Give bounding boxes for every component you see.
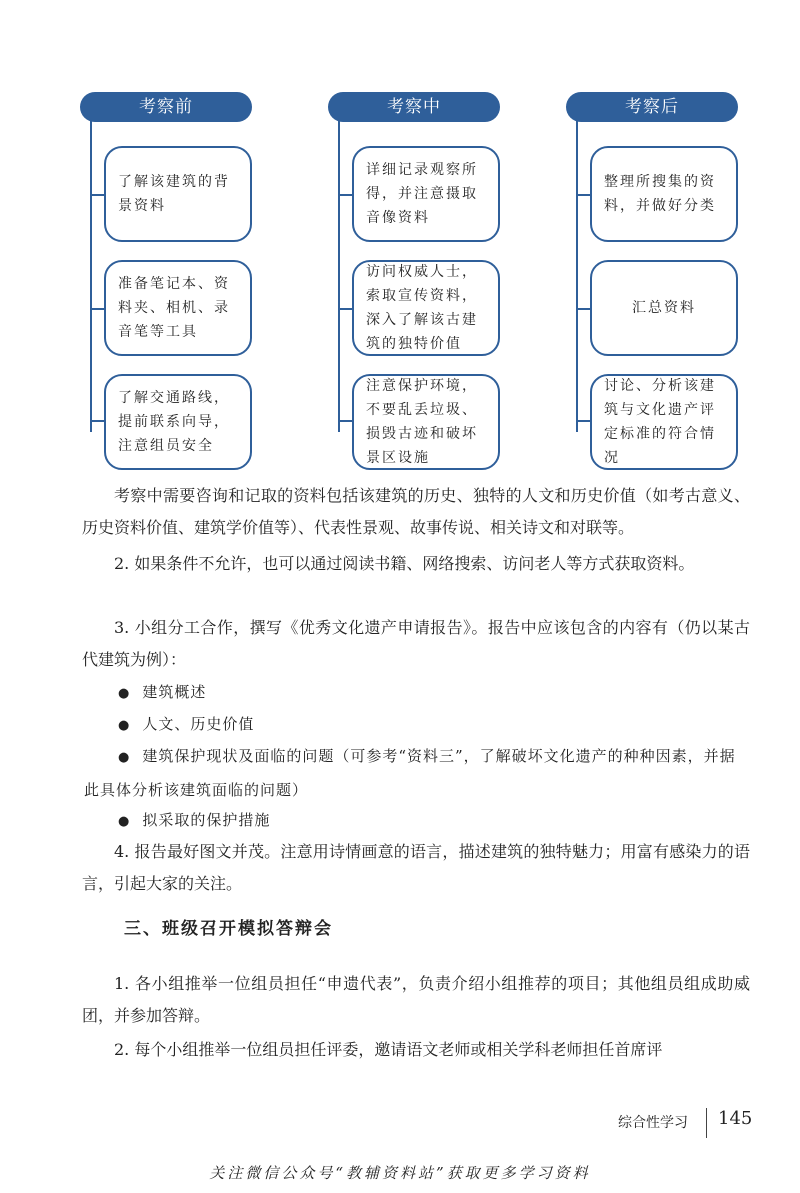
flow-step-text: 访问权威人士，索取宣传资料，深入了解该古建筑的独特价值	[366, 264, 478, 352]
paragraph: 1. 各小组推举一位组员担任“申遗代表”，负责介绍小组推荐的项目；其他组员组成助威团，并参加答辩。	[82, 974, 750, 1025]
flow-step-box	[590, 146, 738, 242]
flow-connector	[90, 120, 92, 432]
paragraph: 4. 报告最好图文并茂。注意用诗情画意的语言，描述建筑的独特魅力；用富有感染力的语言，引起大家的关注。	[82, 842, 750, 893]
flow-connector	[338, 194, 352, 196]
flow-connector	[576, 194, 590, 196]
flow-step-box	[352, 146, 500, 242]
flow-connector	[338, 420, 352, 422]
flow-connector	[90, 308, 104, 310]
footer-section-label: 综合性学习	[618, 1115, 688, 1131]
flow-connector	[338, 120, 340, 432]
watermark-text: 关注微信公众号“教辅资料站”获取更多学习资料	[209, 1164, 591, 1182]
flow-connector	[576, 308, 590, 310]
flow-step-text: 注意保护环境，不要乱丢垃圾、损毁古迹和破坏景区设施	[366, 378, 478, 466]
flow-step-text: 了解交通路线，提前联系向导，注意组员安全	[118, 390, 230, 454]
flow-connector	[90, 420, 104, 422]
bullet-item: ● 建筑概述	[118, 676, 750, 710]
section-heading: 三、班级召开模拟答辩会	[124, 919, 333, 939]
bullet-item: ● 人文、历史价值	[118, 708, 750, 742]
flow-connector	[90, 194, 104, 196]
flow-step-box	[104, 146, 252, 242]
paragraph: 2. 如果条件不允许，也可以通过阅读书籍、网络搜索、访问老人等方式获取资料。	[114, 554, 695, 573]
flow-step-text: 汇总资料	[632, 300, 696, 316]
flow-step-box	[104, 260, 252, 356]
flow-title-during: 考察中	[328, 92, 500, 122]
flow-connector	[576, 120, 578, 432]
flow-title-after: 考察后	[566, 92, 738, 122]
flow-step-text: 准备笔记本、资料夹、相机、录音笔等工具	[118, 276, 230, 340]
flow-connector	[338, 308, 352, 310]
flow-step-text: 整理所搜集的资料，并做好分类	[604, 174, 716, 214]
page-number: 145	[718, 1108, 753, 1129]
flow-step-box	[352, 260, 500, 356]
paragraph: 考察中需要咨询和记取的资料包括该建筑的历史、独特的人文和历史价值（如考古意义、历史资料价值、建筑学价值等）、代表性景观、故事传说、相关诗文和对联等。	[82, 486, 750, 537]
flow-step-text: 了解该建筑的背景资料	[118, 174, 230, 214]
flow-step-text: 讨论、分析该建筑与文化遗产评定标准的符合情况	[604, 378, 716, 466]
flow-step-box	[352, 374, 500, 470]
flow-connector	[576, 420, 590, 422]
flow-step-box	[590, 374, 738, 470]
bullet-item: ● 建筑保护现状及面临的问题（可参考“资料三”，了解破坏文化遗产的种种因素，并据此具体分析该建筑面临的问题）	[84, 740, 750, 806]
bullet-item: ● 拟采取的保护措施	[118, 804, 750, 838]
flow-step-box	[104, 374, 252, 470]
paragraph: 2. 每个小组推举一位组员担任评委，邀请语文老师或相关学科老师担任首席评	[114, 1040, 663, 1059]
flow-step-text: 详细记录观察所得，并注意摄取音像资料	[366, 162, 478, 226]
flow-title-before: 考察前	[80, 92, 252, 122]
footer-divider	[706, 1108, 707, 1138]
paragraph: 3. 小组分工合作，撰写《优秀文化遗产申请报告》。报告中应该包含的内容有（仍以某古代建筑为例）：	[82, 618, 750, 669]
flow-step-box	[590, 260, 738, 356]
